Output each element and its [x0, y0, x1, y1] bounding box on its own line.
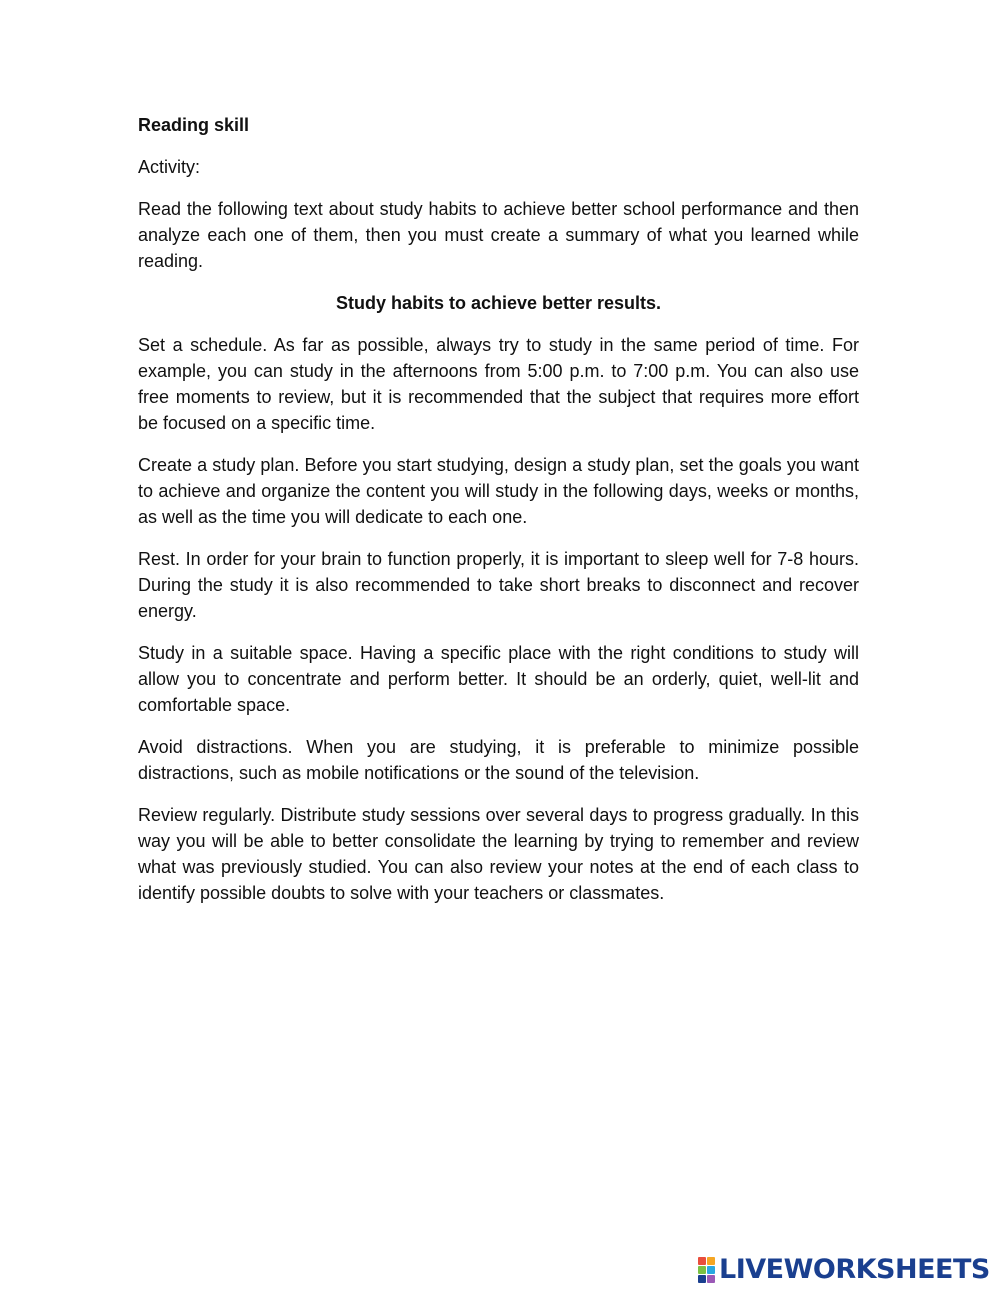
logo-blocks-icon	[698, 1257, 715, 1283]
logo-block	[698, 1266, 706, 1274]
intro-paragraph: Read the following text about study habits to achieve better school performance and then analyze each one of them, then you must create a summary of what you learned while reading.	[138, 199, 859, 271]
logo-block	[707, 1275, 715, 1283]
logo-block	[698, 1257, 706, 1265]
document-body	[138, 112, 859, 922]
paragraph-avoid-distractions: Avoid distractions. When you are studying, it is preferable to minimize possible distractions, such as mobile notifications or the sound of the television.	[138, 737, 859, 783]
logo-block	[698, 1275, 706, 1283]
section-subtitle: Study habits to achieve better results.	[335, 293, 662, 313]
document-heading: Reading skill	[138, 115, 250, 135]
paragraph-review-regularly: Review regularly. Distribute study sessions over several days to progress gradually. In this way you will be able to better consolidate the learning by trying to remember and review what was previously studied. You can also review your notes at the end of each class to identify possible doubts to solve with your teachers or classmates.	[138, 805, 859, 903]
paragraph-set-schedule: Set a schedule. As far as possible, always try to study in the same period of time. For example, you can study in the afternoons from 5:00 p.m. to 7:00 p.m. You can also use free moments to review, but it is recommended that the subject that requires more effort be focused on a specific time.	[138, 335, 859, 433]
paragraph-suitable-space: Study in a suitable space. Having a specific place with the right conditions to study will allow you to concentrate and perform better. It should be an orderly, quiet, well-lit and comfortable space.	[138, 643, 859, 715]
logo-block	[707, 1266, 715, 1274]
logo-text: LIVEWORKSHEETS	[719, 1254, 990, 1285]
liveworksheets-logo	[698, 1253, 990, 1287]
paragraph-study-plan: Create a study plan. Before you start studying, design a study plan, set the goals you want to achieve and organize the content you will study in the following days, weeks or months, as well as the time you will dedicate to each one.	[138, 455, 859, 527]
activity-label: Activity:	[138, 157, 201, 177]
logo-block	[707, 1257, 715, 1265]
paragraph-rest: Rest. In order for your brain to function properly, it is important to sleep well for 7-8 hours. During the study it is also recommended to take short breaks to disconnect and recover energy.	[138, 549, 859, 621]
